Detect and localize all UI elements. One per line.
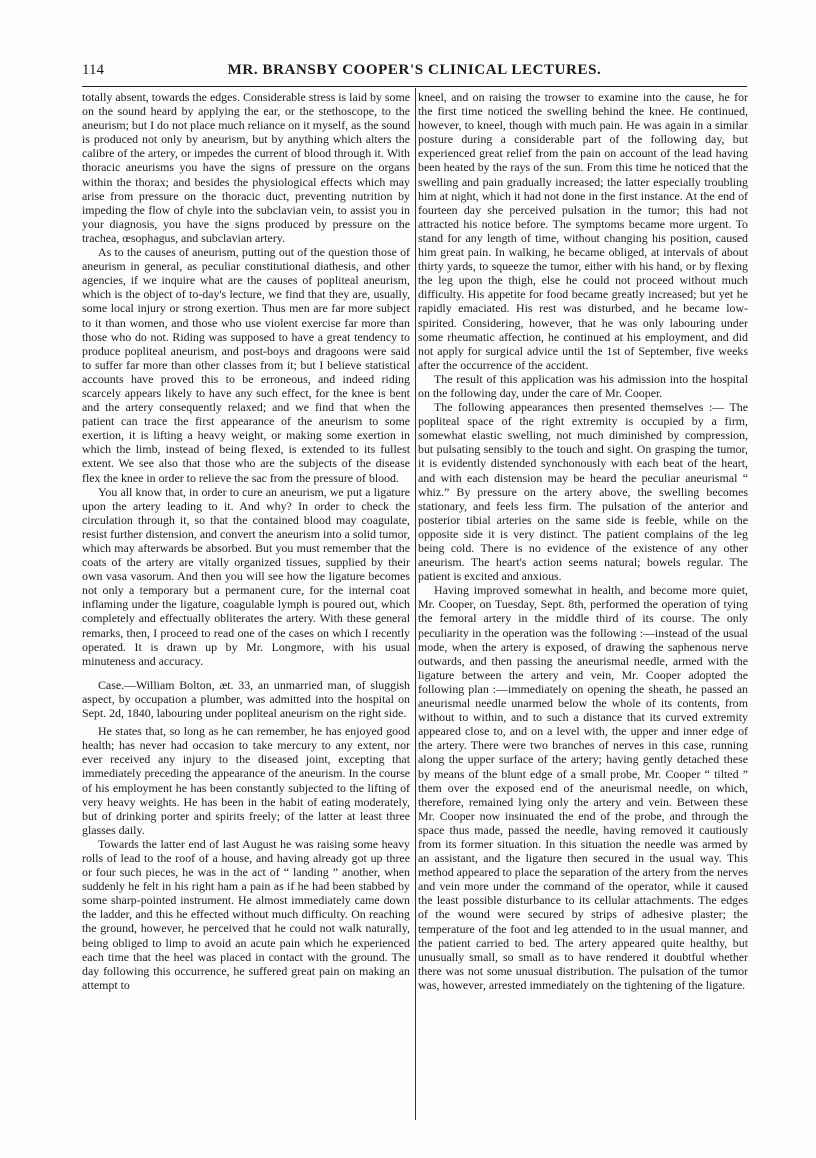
case-paragraph: Case.—William Bolton, æt. 33, an unmarried man, of sluggish aspect, by occupation a plumber, was admitted into the hospital on Sept. 2d, 1840, labouring under popliteal aneurism on the right side.: [82, 677, 410, 721]
page-number: 114: [82, 62, 104, 78]
paragraph: Having improved somewhat in health, and become more quiet, Mr. Cooper, on Tuesday, Sept. 8th, performed the operation of tying the femoral artery in the middle third of its course. The only peculiarity in the operation was the following :—instead of the usual mode, when the artery is exposed, of drawing the saphenous nerve outwards, and then passing the aneurismal needle, armed with the ligature between the artery and vein, Mr. Cooper adopted the following plan :—immediately on opening the sheath, he passed an aneurismal needle unarmed below the whole of its contents, from without to within, and to such a distance that its curved extremity appeared close to, and on a level with, the upper and inner edge of the artery. There were two branches of nerves in this case, running along the upper surface of the artery; having gently detached these by means of the blunt edge of a small probe, Mr. Cooper “ tilted ” them over the exposed end of the aneurismal needle, on which, therefore, remained lying only the artery and vein. Between these Mr. Cooper now insinuated the end of the probe, and through the space thus made, passed the needle, having removed it cautiously from its former situation. In this situation the needle was armed by an assistant, and the ligature then secured in the usual way. This method appeared to place the separation of the artery from the nerves and vein more under the command of the operator, while it caused the least possible disturbance to its cellular attachments. The edges of the wound were secured by strips of adhesive plaster; the temperature of the foot and leg attended to in the usual manner, and the patient carried to bed. The artery appeared quite healthy, but unusually small, so small as to have rendered it doubtful whether there was not some unusual distribution. The pulsation of the tumor was, however, arrested immediately on the tightening of the ligature.: [418, 583, 748, 992]
paragraph: kneel, and on raising the trowser to examine into the cause, he for the first time noticed the swelling behind the knee. He continued, however, to kneel, though with much pain. He was again in a similar posture during a considerable part of the following day, but experienced great relief from the pain on account of the lead having been heated by the rays of the sun. From this time he noticed that the swelling and pain gradually increased; the latter especially troubling him at night, which it had not done in the first instance. At the end of fourteen day she perceived pulsation in the tumor; this had not attracted his notice before. The symptoms became more urgent. To stand for any length of time, without changing his position, caused him great pain. In walking, he became obliged, at intervals of about thirty yards, to squeeze the tumor, either with his hand, or by flexing the leg upon the thigh, else he could not proceed without much difficulty. His appetite for food became greatly increased; but yet he rapidly emaciated. His rest was disturbed, and he became low-spirited. Considering, however, that he was only labouring under some rheumatic affection, he continued at his employment, and did not apply for surgical advice until the 1st of September, five weeks after the occurrence of the accident.: [418, 90, 748, 372]
paragraph: totally absent, towards the edges. Considerable stress is laid by some on the sound heard by applying the ear, or the stethoscope, to the aneurism; but I do not place much reliance on it myself, as the sound is produced not only by aneurism, but by anything which alters the calibre of the artery, or impedes the current of blood through it. With thoracic aneurisms you have the signs of pressure on the organs within the thorax; and besides the physiological effects which may arise from pressure on the thoracic duct, preventing nutrition by impeding the flow of chyle into the subclavian vein, to assist you in your diagnosis, you have the signs produced by pressure on the trachea, œsophagus, and subclavian artery.: [82, 90, 410, 245]
paragraph: As to the causes of aneurism, putting out of the question those of aneurism in general, as peculiar constitutional diathesis, and other agencies, if we inquire what are the causes of popliteal aneurism, which is the object of to-day's lecture, we find that they are, usually, some local injury or strong exertion. Thus men are far more subject to it than women, and those who use violent exercise far more than those who do not. Riding was supposed to have a great tendency to produce popliteal aneurism, and post-boys and dragoons were said to suffer far more than other classes from it; but I believe statistical accounts have proved this to be erroneous, and indeed riding scarcely appears likely to have any such effect, for the knee is bent and the artery consequently relaxed; and we find that when the patient can trace the first appearance of the aneurism to some exertion, it is lifting a heavy weight, or making some exertion in which the limb, instead of being flexed, is extended to its fullest extent. We see also that those who are the subjects of the disease flex the knee in order to relieve the sac from the pressure of blood.: [82, 245, 410, 485]
paragraph: The following appearances then presented themselves :— The popliteal space of the right extremity is occupied by a firm, somewhat elastic swelling, not much diminished by compression, but pulsating sensibly to the touch and sight. On grasping the tumor, it is evidently distended synchonously with each beat of the heart, and with each distension may be heard the peculiar aneurismal “ whiz.” By pressure on the artery above, the swelling becomes stationary, and feels less firm. The pulsation of the anterior and posterior tibial arteries on the same side is feeble, while on the opposite side it is very distinct. The patient complains of the leg being cold. There is no evidence of the existence of any other aneurism. The heart's action seems natural; bowels regular. The patient is excited and anxious.: [418, 400, 748, 584]
paragraph: The result of this application was his admission into the hospital on the following day, under the care of Mr. Cooper.: [418, 371, 748, 400]
paragraph: You all know that, in order to cure an aneurism, we put a ligature upon the artery leading to it. And why? In order to check the circulation through it, so that the contained blood may coagulate, resist further distension, and convert the aneurism into a solid tumor, which may afterwards be absorbed. But you must remember that the coats of the artery are vitally organized tissues, supplied by their own vasa vasorum. And then you will see how the ligature becomes not only a temporary but a permanent cure, for the internal coat inflaming under the ligature, coagulable lymph is poured out, which completely and effectually obliterates the artery. With these general remarks, then, I proceed to read one of the cases on which I recently operated. It is drawn up by Mr. Longmore, with his usual minuteness and accuracy.: [82, 484, 410, 668]
column-divider: [415, 88, 416, 1120]
running-title: MR. BRANSBY COOPER'S CLINICAL LECTURES.: [227, 62, 602, 78]
paragraph: He states that, so long as he can remember, he has enjoyed good health; has never had occasion to take mercury to any extent, nor ever received any injury to the diseased joint, excepting that immediately preceding the appearance of the aneurism. In the course of his employment he has been constantly subjected to the lifting of very heavy weights. He has been in the habit of eating moderately, but of drinking porter and spirits freely; of the latter at least three glasses daily.: [82, 724, 410, 837]
page-header: [82, 62, 747, 84]
paragraph: Towards the latter end of last August he was raising some heavy rolls of lead to the roof of a house, and having already got up three or four such pieces, he was in the act of “ landing ” another, when suddenly he felt in his right ham a pain as if he had been stabbed by some sharp-pointed instrument. He almost immediately came down the ladder, and this he effected without much difficulty. On reaching the ground, however, he perceived that he could not walk naturally, being obliged to limp to avoid an acute pain which he experienced each time that the heel was placed in contact with the ground. The day following this occurrence, he suffered great pain on making an attempt to: [82, 836, 410, 992]
left-column: [82, 90, 410, 992]
header-rule: [82, 86, 747, 87]
right-column: [418, 90, 748, 992]
